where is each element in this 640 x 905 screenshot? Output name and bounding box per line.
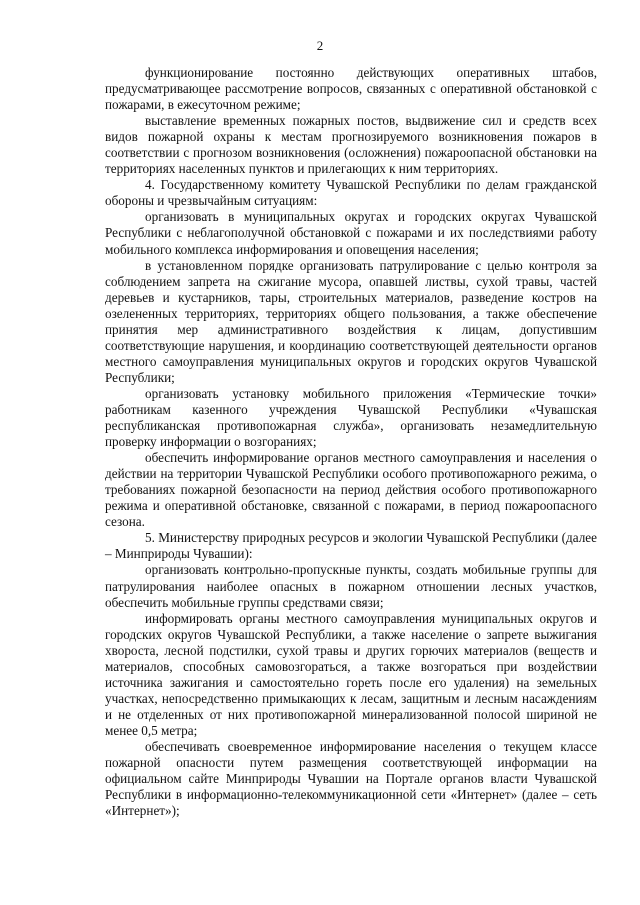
paragraph: организовать контрольно-пропускные пункты, создать мобильные группы для патрулирования наиболее опасных в пожарном отношении лесных участков, обеспечить мобильные группы средствами связи; [105, 562, 597, 610]
paragraph: в установленном порядке организовать патрулирование с целью контроля за соблюдением запрета на сжигание мусора, опавшей листвы, сухой травы, частей деревьев и кустарников, тары, строительных материалов, разведение костров на озелененных территориях, территориях общего пользования, а также обеспечение принятия мер административного воздействия к лицам, допустившим соответствующие нарушения, и координацию соответствующей деятельности органов местного самоуправления муниципальных округов и городских округов Чувашской Республики; [105, 257, 597, 385]
paragraph: функционирование постоянно действующих оперативных штабов, предусматривающее рассмотрение вопросов, связанных с оперативной обстановкой с пожарами, в ежесуточном режиме; [105, 65, 597, 113]
paragraph: 5. Министерству природных ресурсов и экологии Чувашской Республики (далее – Минприроды Чувашии): [105, 530, 597, 562]
paragraph: информировать органы местного самоуправления муниципальных округов и городских округов Чувашской Республики, а также население о запрете выжигания хвороста, лесной подстилки, сухой травы и других горючих материалов (веществ и материалов, способных самовозгораться, а также возгораться при воздействии источника зажигания и самостоятельно гореть после его удаления) на земельных участках, непосредственно примыкающих к лесам, защитным и лесным насаждениям и не отделенных от них противопожарной минерализованной полосой шириной не менее 0,5 метра; [105, 610, 597, 738]
paragraph: организовать установку мобильного приложения «Термические точки» работникам казенного учреждения Чувашской Республики «Чувашская республиканская противопожарная служба», организовать незамедлительную проверку информации о возгораниях; [105, 385, 597, 450]
paragraph: обеспечить информирование органов местного самоуправления и населения о действии на территории Чувашской Республики особого противопожарного режима, о требованиях пожарной безопасности на период действия особого противопожарного режима и оперативной обстановке, связанной с пожарами, в период пожароопасного сезона. [105, 450, 597, 530]
paragraph: организовать в муниципальных округах и городских округах Чувашской Республики с неблагополучной обстановкой с пожарами и их последствиями работу мобильного комплекса информирования и оповещения населения; [105, 209, 597, 257]
paragraph: выставление временных пожарных постов, выдвижение сил и средств всех видов пожарной охраны к местам прогнозируемого возникновения пожаров в соответствии с прогнозом возникновения (осложнения) пожароопасной обстановки на территориях населенных пунктов и прилегающих к ним территориях. [105, 113, 597, 177]
page-number: 2 [316, 38, 324, 53]
paragraph: 4. Государственному комитету Чувашской Республики по делам гражданской обороны и чрезвычайным ситуациям: [105, 177, 597, 209]
paragraph: обеспечивать своевременное информирование населения о текущем классе пожарной опасности путем размещения соответствующей информации на официальном сайте Минприроды Чувашии на Портале органов власти Чувашской Республики в информационно-телекоммуникационной сети «Интернет» (далее – сеть «Интернет»); [105, 738, 597, 819]
document-body [105, 65, 597, 819]
